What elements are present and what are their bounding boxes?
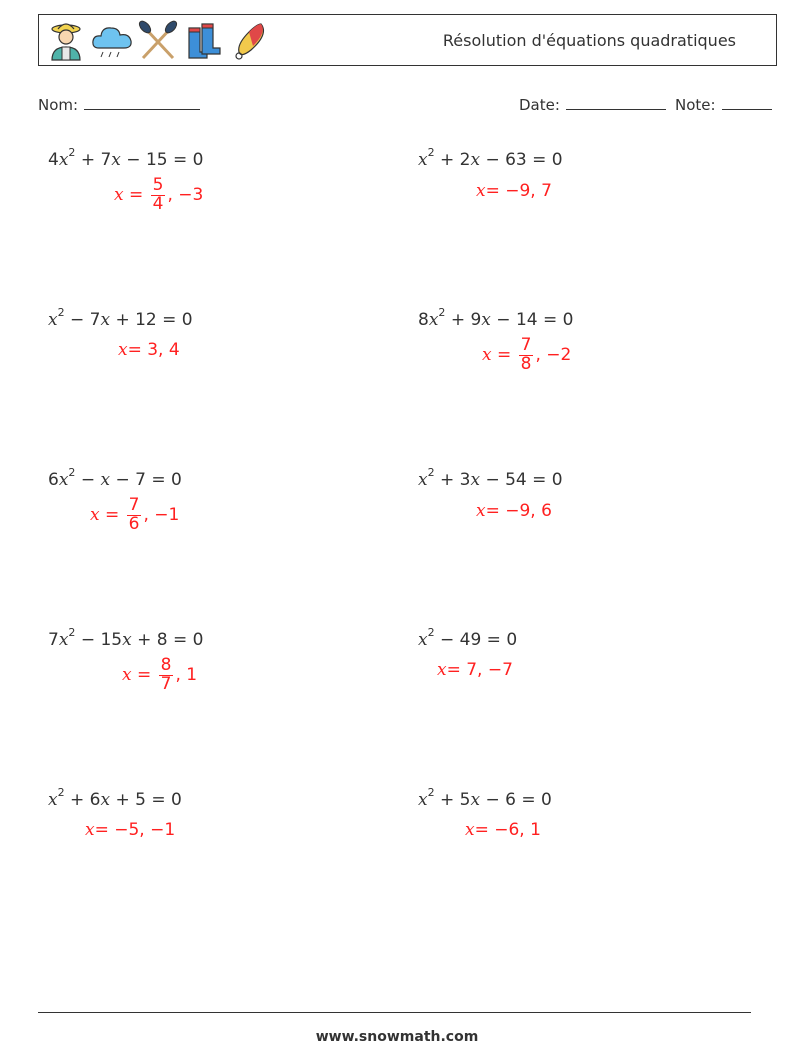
problem-5-answer: x = $\frac{7}{6}$ , −1 <box>90 495 180 534</box>
problem-7-answer: x = $\frac{8}{7}$ , 1 <box>122 655 198 694</box>
problem-5-equation: $6x^2 - x - 7 = 0$ <box>48 466 182 490</box>
date-label: Date: <box>519 96 560 114</box>
problem-4-equation: $8x^2 + 9x - 14 = 0$ <box>418 306 574 330</box>
name-field[interactable] <box>38 95 200 114</box>
rain-cloud-icon <box>91 20 133 62</box>
grade-label: Note: <box>675 96 716 114</box>
problem-3-equation: $x^2 - 7x + 12 = 0$ <box>48 306 193 330</box>
answer-fraction: $\frac{7}{6}$ <box>128 495 140 534</box>
footer-divider <box>38 1012 751 1013</box>
grade-blank[interactable] <box>722 95 772 110</box>
name-label: Nom: <box>38 96 79 114</box>
answer-fraction: $\frac{8}{7}$ <box>160 655 172 694</box>
problem-6-answer: x = −9, 6 <box>476 501 552 521</box>
problem-10-equation: $x^2 + 5x - 6 = 0$ <box>418 786 552 810</box>
answer-fraction: $\frac{5}{4}$ <box>152 175 164 214</box>
fishing-lure-icon <box>229 20 271 62</box>
crossed-oars-icon <box>137 20 179 62</box>
problem-6-equation: $x^2 + 3x - 54 = 0$ <box>418 466 563 490</box>
worksheet-title: Résolution d'équations quadratiques <box>442 31 736 50</box>
problem-7-equation: $7x^2 - 15x + 8 = 0$ <box>48 626 204 650</box>
problem-3-answer: x = 3, 4 <box>118 340 180 360</box>
date-blank[interactable] <box>566 95 666 110</box>
fisherman-icon <box>45 20 87 62</box>
problem-9-equation: $x^2 + 6x + 5 = 0$ <box>48 786 182 810</box>
problem-10-answer: x = −6, 1 <box>465 820 541 840</box>
grade-field[interactable] <box>675 95 772 114</box>
footer-website[interactable]: www.snowmath.com <box>315 1029 479 1045</box>
problem-8-equation: $x^2 - 49 = 0$ <box>418 626 518 650</box>
rubber-boots-icon <box>183 20 225 62</box>
problem-8-answer: x = 7, −7 <box>437 660 513 680</box>
date-field[interactable] <box>519 95 666 114</box>
problem-1-equation: $4x^2 + 7x - 15 = 0$ <box>48 146 204 170</box>
header-icons <box>45 19 271 63</box>
problem-2-equation: $x^2 + 2x - 63 = 0$ <box>418 146 563 170</box>
problem-2-answer: x = −9, 7 <box>476 181 552 201</box>
problem-9-answer: x = −5, −1 <box>85 820 176 840</box>
problem-1-answer: x = $\frac{5}{4}$ , −3 <box>114 175 204 214</box>
name-blank[interactable] <box>84 95 200 110</box>
worksheet-header <box>38 14 777 66</box>
problem-4-answer: x = $\frac{7}{8}$ , −2 <box>482 335 572 374</box>
answer-fraction: $\frac{7}{8}$ <box>520 335 532 374</box>
